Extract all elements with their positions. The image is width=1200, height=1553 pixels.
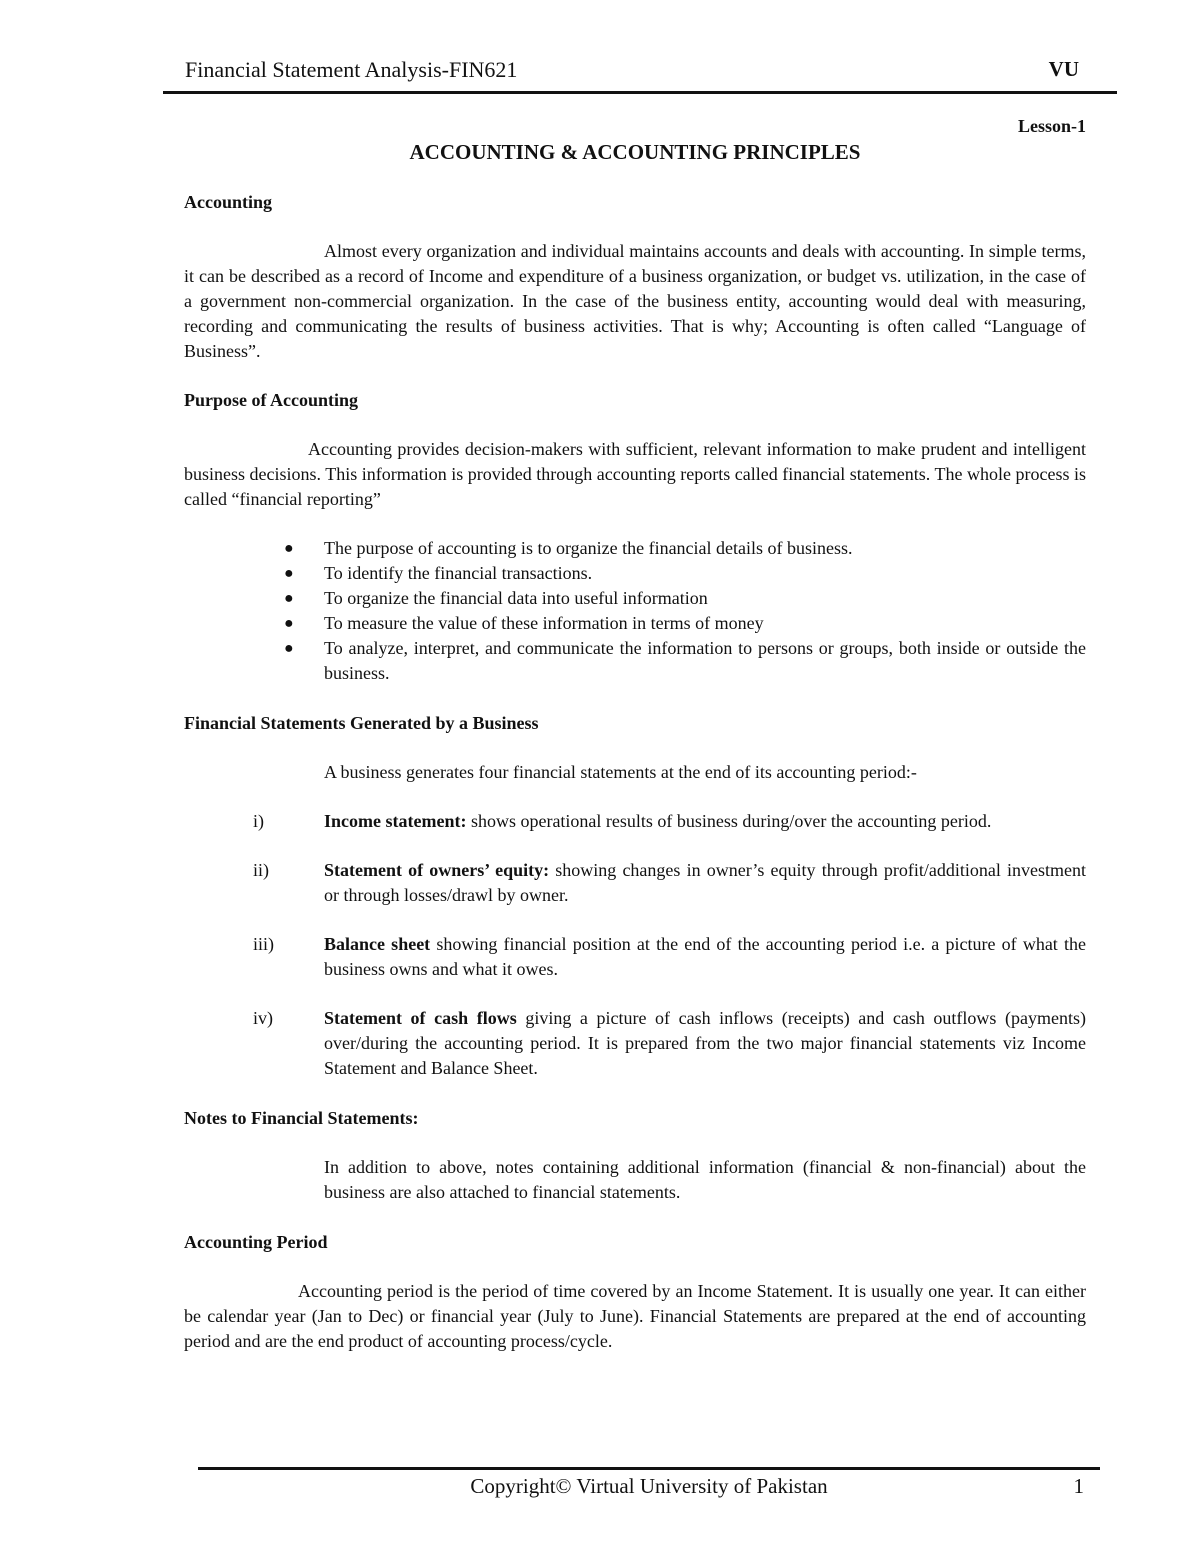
bullet-icon: ● <box>284 615 294 632</box>
bullet-icon: ● <box>284 590 294 607</box>
item-number: i) <box>253 811 264 831</box>
page-title: ACCOUNTING & ACCOUNTING PRINCIPLES <box>409 140 861 164</box>
list-item: ● To measure the value of these information in terms of money <box>324 611 1086 636</box>
item-number: iv) <box>253 1008 273 1028</box>
statement-item <box>184 1006 1086 1081</box>
page-number: 1 <box>1073 1474 1084 1498</box>
lesson-label: Lesson-1 <box>1017 116 1086 136</box>
heading-accounting: Accounting <box>184 192 273 212</box>
paragraph-accounting-period: Accounting period is the period of time covered by an Income Statement. It is usually one year. It can either be calendar year (Jan to Dec) or financial year (July to June). Financial Statements are prepared at the end of accounting period and are the end product of accounting process/cycle. <box>184 1281 1086 1351</box>
paragraph-accounting: Almost every organization and individual maintains accounts and deals with accounting. In simple terms, it can be described as a record of Income and expenditure of a business organization, or budget vs. utilization, in the case of a government non-commercial organization. In the case of the business entity, accounting would deal with measuring, recording and communicating the results of business activities. That is why; Accounting is often called “Language of Business”. <box>184 241 1086 361</box>
purpose-bullet-list <box>184 536 1086 686</box>
item-text: shows operational results of business during/over the accounting period. <box>466 811 992 831</box>
list-item: ● To analyze, interpret, and communicate the information to persons or groups, both inside or outside the business. <box>284 638 1086 683</box>
bullet-icon: ● <box>284 540 294 557</box>
page-footer <box>198 1467 1100 1510</box>
heading-financial-statements: Financial Statements Generated by a Business <box>184 713 539 733</box>
heading-notes: Notes to Financial Statements: <box>184 1108 419 1128</box>
bullet-icon: ● <box>284 565 294 582</box>
course-title: Financial Statement Analysis-FIN621 <box>185 57 518 82</box>
item-text: showing financial position at the end of the accounting period i.e. a picture of what the business owns and what it owes. <box>324 934 1086 979</box>
item-number: iii) <box>253 934 274 954</box>
document-body <box>184 114 1086 1354</box>
bullet-icon: ● <box>284 640 294 657</box>
org-label: VU <box>1048 57 1079 81</box>
paragraph-statements-intro: A business generates four financial statements at the end of its accounting period:- <box>324 762 917 782</box>
item-number: ii) <box>253 860 269 880</box>
copyright-text: Copyright© Virtual University of Pakistan <box>470 1474 828 1498</box>
heading-accounting-period: Accounting Period <box>184 1232 328 1252</box>
list-item: ● The purpose of accounting is to organize the financial details of business. <box>324 536 1086 561</box>
paragraph-notes: In addition to above, notes containing additional information (financial & non-financial) about the business are also attached to financial statements. <box>324 1157 1086 1202</box>
item-term: Statement of cash flows <box>324 1008 517 1028</box>
statement-item <box>184 809 1086 834</box>
item-term: Statement of owners’ equity: <box>324 860 550 880</box>
item-text: showing changes in owner’s equity through profit/additional investment or through losses/drawl by owner. <box>324 860 1086 905</box>
item-term: Income statement: <box>324 811 467 831</box>
list-item: ● To organize the financial data into useful information <box>324 586 1086 611</box>
item-text: giving a picture of cash inflows (receipts) and cash outflows (payments) over/during the accounting period. It is prepared from the two major financial statements viz Income Statement and Balance Sheet. <box>324 1008 1086 1078</box>
page-header <box>163 55 1117 94</box>
statement-item <box>184 858 1086 908</box>
statement-item <box>184 932 1086 982</box>
item-term: Balance sheet <box>324 934 431 954</box>
heading-purpose: Purpose of Accounting <box>184 390 359 410</box>
paragraph-purpose: Accounting provides decision-makers with sufficient, relevant information to make prudent and intelligent business decisions. This information is provided through accounting reports called financial statements. The whole process is called “financial reporting” <box>184 439 1086 509</box>
list-item: ● To identify the financial transactions. <box>324 561 1086 586</box>
